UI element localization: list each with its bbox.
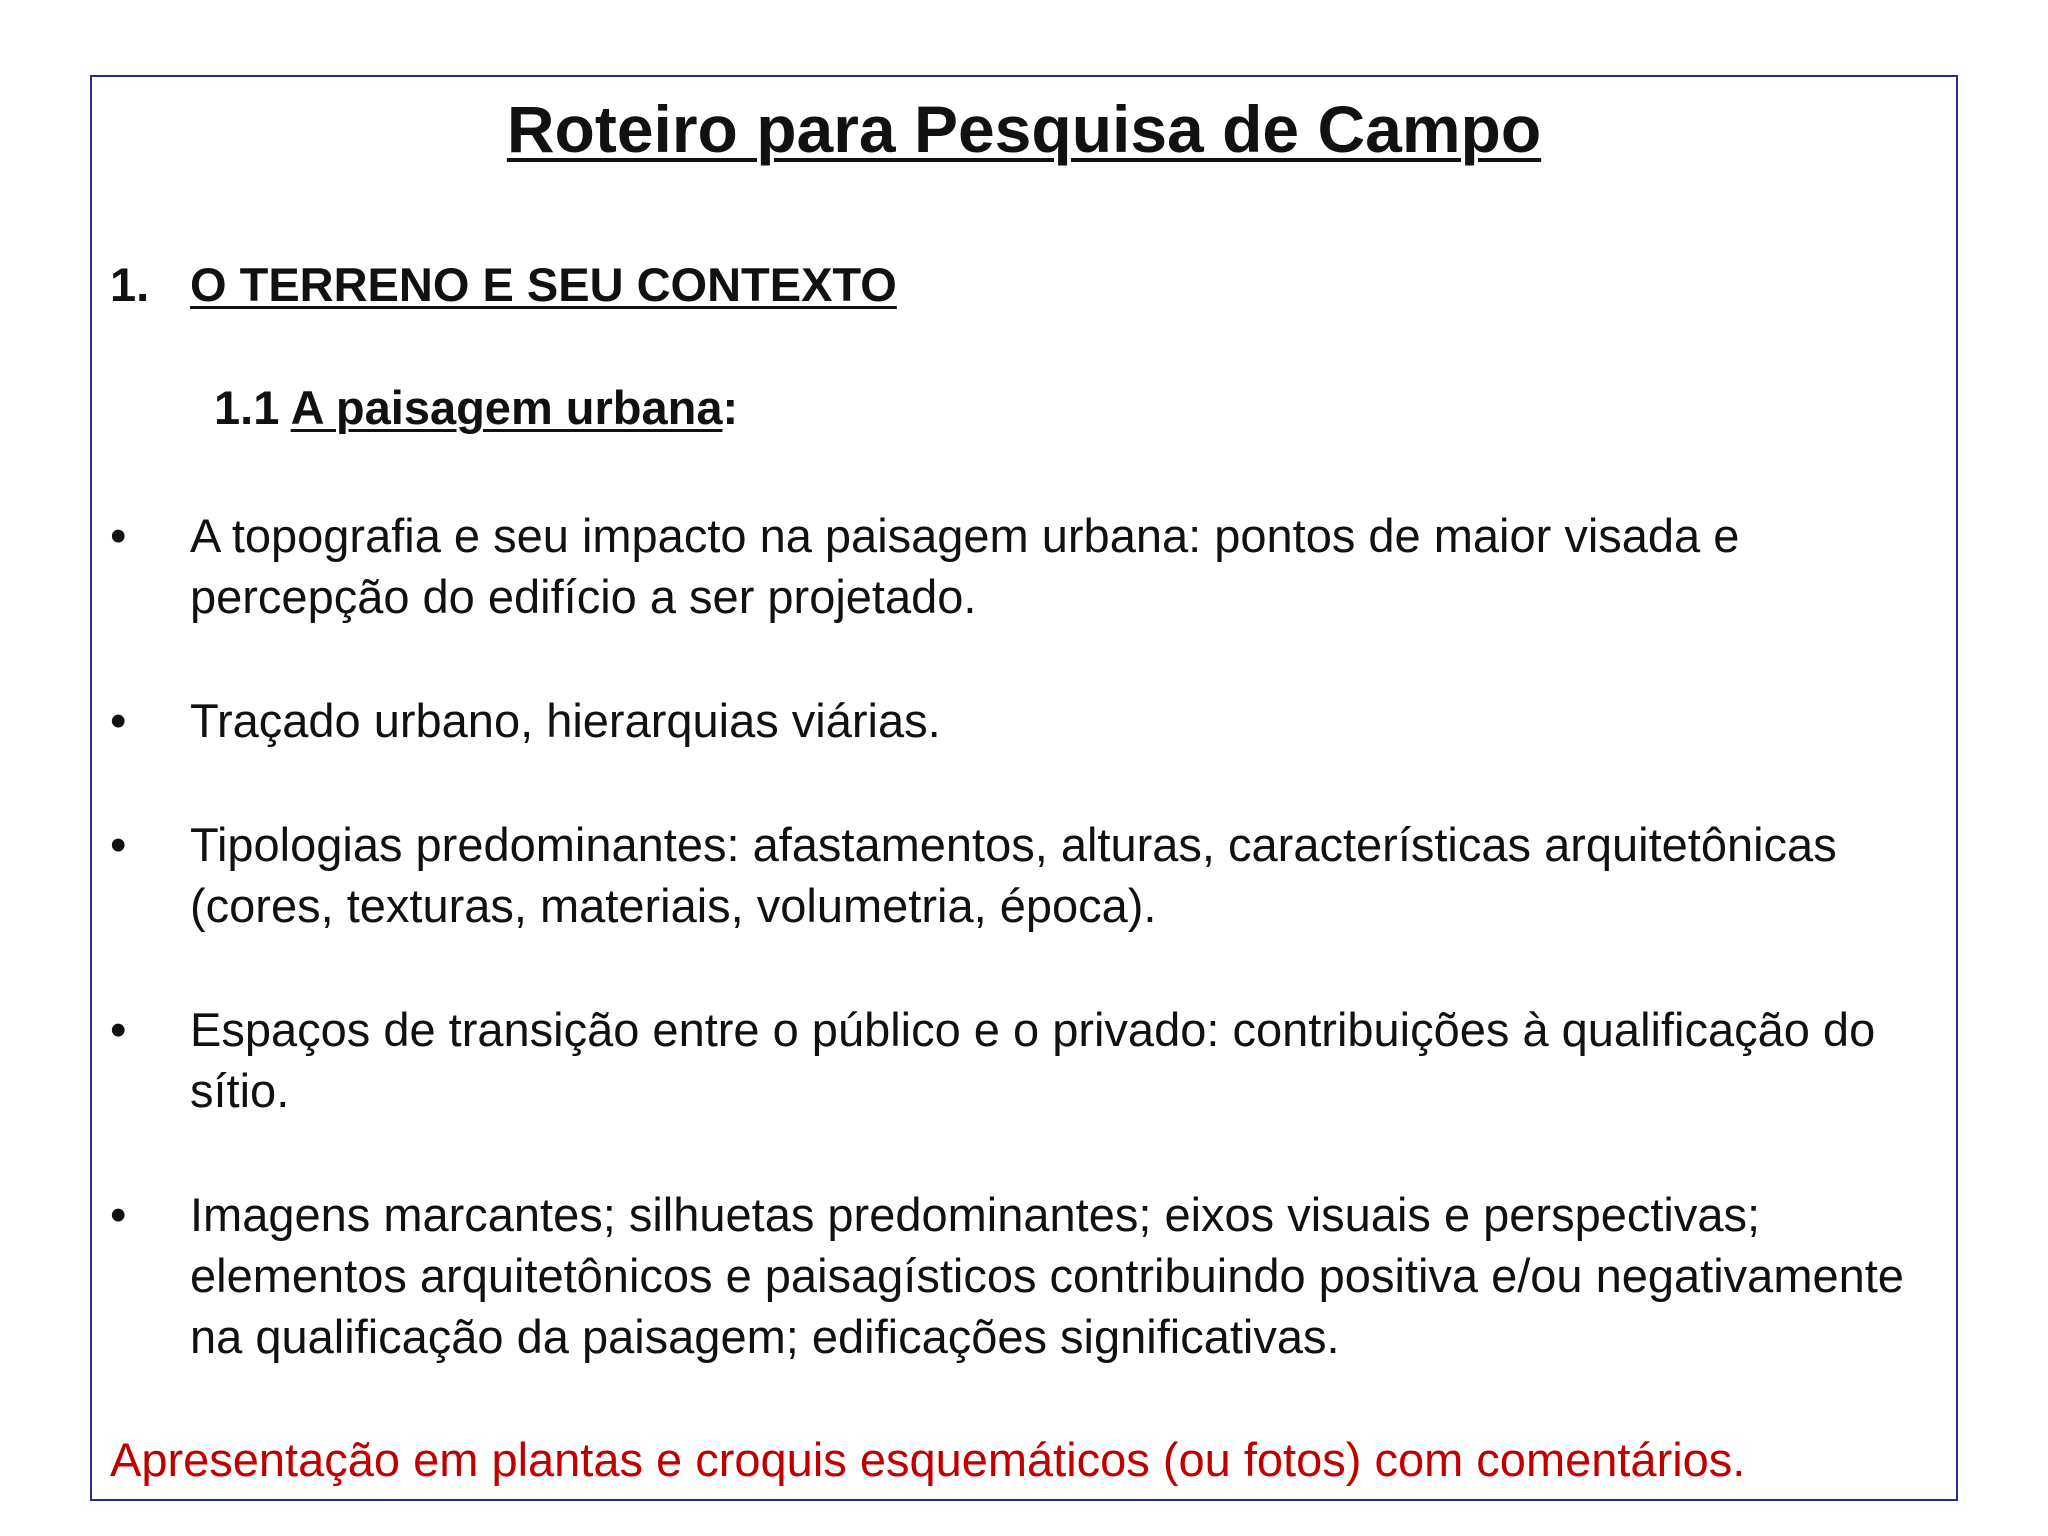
list-item-text: Espaços de transição entre o público e o privado: contribuições à qualificação do sítio. (190, 1003, 1876, 1117)
bullet-icon: • (110, 509, 127, 562)
bullet-icon: • (110, 818, 127, 871)
list-item (110, 814, 1940, 936)
list-item (110, 690, 1940, 751)
subsection-label: A paisagem urbana (290, 381, 723, 434)
list-item-text: A topografia e seu impacto na paisagem urbana: pontos de maior visada e percepção do edifício a ser projetado. (190, 509, 1740, 623)
subsection-heading (214, 378, 738, 438)
section-number: 1. (110, 258, 150, 311)
footer-note: Apresentação em plantas e croquis esquemáticos (ou fotos) com comentários. (110, 1433, 1746, 1486)
bullet-icon: • (110, 694, 127, 747)
bullet-list (110, 505, 1940, 1430)
list-item (110, 1184, 1940, 1367)
subsection-number: 1.1 (214, 381, 291, 434)
bullet-icon: • (110, 1188, 127, 1241)
list-item-text: Tipologias predominantes: afastamentos, alturas, características arquitetônicas (cores, texturas, materiais, volumetria, época). (190, 818, 1837, 932)
section-label: O TERRENO E SEU CONTEXTO (190, 258, 897, 311)
list-item (110, 999, 1940, 1121)
list-item-text: Imagens marcantes; silhuetas predominantes; eixos visuais e perspectivas; elementos arquitetônicos e paisagísticos contribuindo positiva e/ou negativamente na qualificação da paisagem; edificações significativas. (190, 1188, 1904, 1363)
list-item (110, 505, 1940, 627)
subsection-suffix: : (722, 381, 739, 434)
list-item-text: Traçado urbano, hierarquias viárias. (190, 694, 941, 747)
section-heading (110, 255, 897, 315)
bullet-icon: • (110, 1003, 127, 1056)
page-title: Roteiro para Pesquisa de Campo (506, 92, 1542, 166)
